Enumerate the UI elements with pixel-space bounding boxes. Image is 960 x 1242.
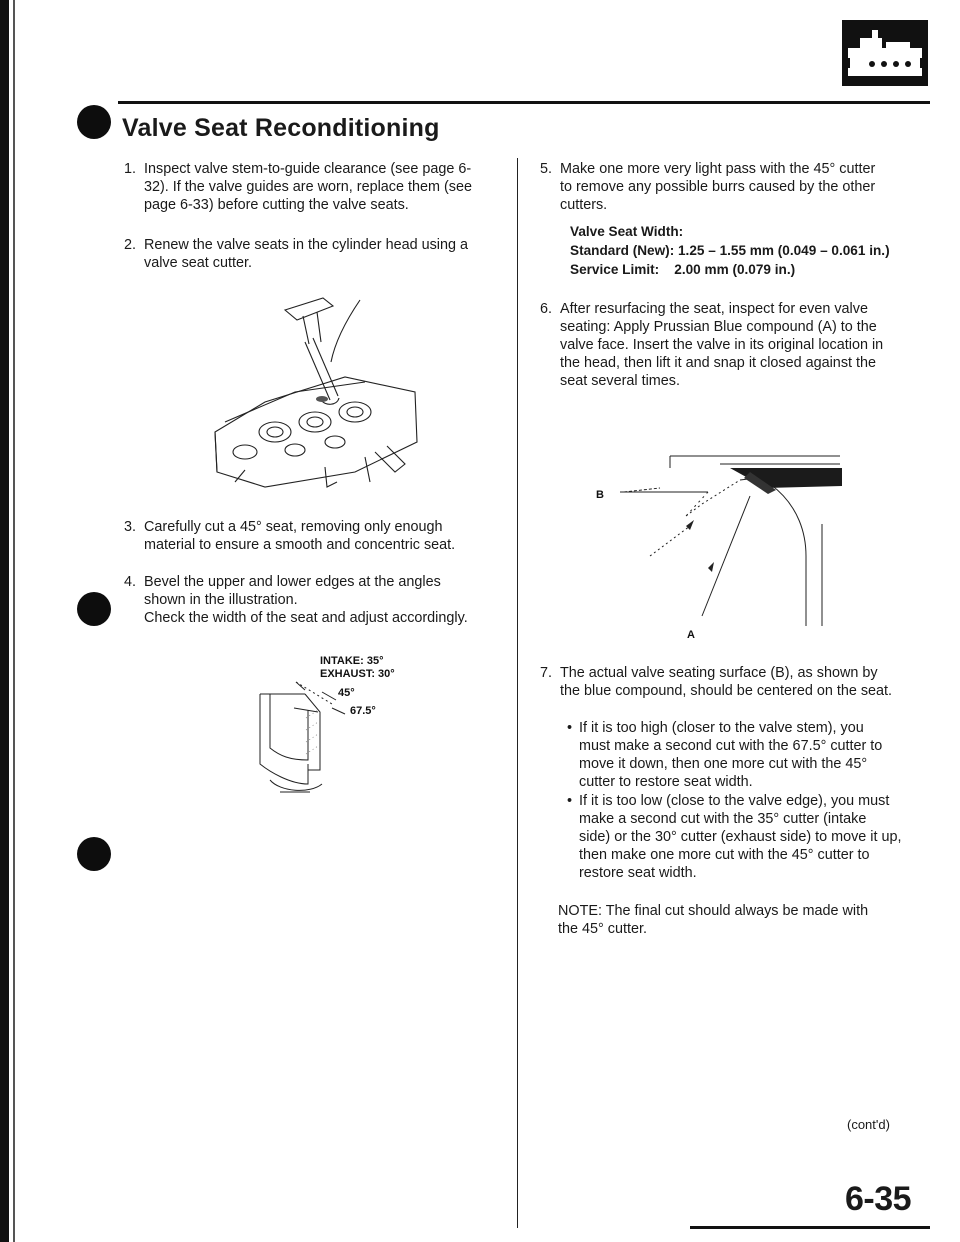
step-line: Make one more very light pass with the 45° cutter bbox=[560, 161, 876, 177]
bullet-line: make a second cut with the 35° cutter (intake bbox=[579, 811, 867, 827]
seat-angle-illustration bbox=[250, 652, 430, 814]
step-line: the head, then lift it and snap it closed against the bbox=[560, 355, 877, 371]
step-number: 1. bbox=[124, 161, 137, 177]
step-line: valve seat cutter. bbox=[144, 255, 252, 271]
intake-angle-label: INTAKE: 35° bbox=[320, 655, 384, 667]
bullet-too-high: • If it is too high (closer to the valve stem), you must make a second cut with the 67.5° cutter to move it down, then one more cut with the 45° cutter to restore seat width. bbox=[567, 720, 883, 790]
cylinder-head-illustration bbox=[205, 282, 430, 504]
bullet-line: side) or the 30° cutter (exhaust side) to move it up, bbox=[579, 829, 902, 845]
binding-edge-line bbox=[13, 0, 15, 1242]
step-line: material to ensure a smooth and concentric seat. bbox=[144, 537, 456, 553]
step-number: 6. bbox=[540, 301, 553, 317]
label-b: B bbox=[596, 489, 604, 501]
step-3 bbox=[124, 518, 504, 558]
spec-service-limit: Service Limit: 2.00 mm (0.079 in.) bbox=[570, 262, 796, 277]
step-4 bbox=[124, 573, 514, 631]
label-a: A bbox=[687, 629, 695, 641]
step-line: shown in the illustration. bbox=[144, 592, 298, 608]
title-rule bbox=[118, 101, 930, 104]
step-line: The actual valve seating surface (B), as shown by bbox=[560, 665, 878, 681]
bullet-line: If it is too low (close to the valve edge), you must bbox=[579, 793, 890, 809]
step-2 bbox=[124, 236, 504, 276]
punch-hole-bottom bbox=[77, 837, 111, 871]
step-line: 32). If the valve guides are worn, replace them (see bbox=[144, 179, 472, 195]
bullet-too-low: • If it is too low (close to the valve edge), you must make a second cut with the 35° cutter (intake side) or the 30° cutter (exhaust side) to move it up, then make one more cut with the 45° cutter to restore seat width. bbox=[567, 793, 902, 881]
page-number: 6-35 bbox=[845, 1180, 912, 1218]
bullet-line: must make a second cut with the 67.5° cutter to bbox=[579, 738, 883, 754]
step-6 bbox=[540, 300, 930, 392]
step-number: 7. bbox=[540, 665, 553, 681]
step-line: After resurfacing the seat, inspect for even valve bbox=[560, 301, 868, 317]
footer-rule bbox=[690, 1226, 930, 1229]
page-title: Valve Seat Reconditioning bbox=[122, 114, 440, 142]
step-line: seating: Apply Prussian Blue compound (A) to the bbox=[560, 319, 877, 335]
step-number: 5. bbox=[540, 161, 553, 177]
bullet-line: move it down, then one more cut with the 45° bbox=[579, 756, 868, 772]
step-line: valve face. Insert the valve in its original location in bbox=[560, 337, 884, 353]
bullet-line: then make one more cut with the 45° cutter to bbox=[579, 847, 870, 863]
angle-45-label: 45° bbox=[338, 687, 355, 699]
exhaust-angle-label: EXHAUST: 30° bbox=[320, 668, 395, 680]
bullet-line: If it is too high (closer to the valve stem), you bbox=[579, 720, 864, 736]
spec-title: Valve Seat Width: bbox=[570, 224, 684, 239]
valve-seat-width-spec bbox=[570, 222, 940, 279]
spec-standard: Standard (New): 1.25 – 1.55 mm (0.049 – 0.061 in.) bbox=[570, 243, 890, 258]
step-number: 2. bbox=[124, 237, 137, 253]
binding-edge bbox=[0, 0, 9, 1242]
step-line: Carefully cut a 45° seat, removing only enough bbox=[144, 519, 443, 535]
valve-seating-illustration bbox=[590, 416, 850, 656]
note-line: the 45° cutter. bbox=[558, 921, 647, 937]
step-number: 3. bbox=[124, 519, 137, 535]
step-line: Bevel the upper and lower edges at the angles bbox=[144, 574, 441, 590]
note-line: NOTE: The final cut should always be made with bbox=[558, 903, 869, 919]
step-number: 4. bbox=[124, 574, 137, 590]
step-line: to remove any possible burrs caused by the other bbox=[560, 179, 876, 195]
punch-hole-middle bbox=[77, 592, 111, 626]
continued-label: (cont'd) bbox=[847, 1117, 890, 1132]
step-line: Renew the valve seats in the cylinder head using a bbox=[144, 237, 468, 253]
column-divider bbox=[517, 158, 518, 1228]
step-line: the blue compound, should be centered on the seat. bbox=[560, 683, 893, 699]
step-line: Check the width of the seat and adjust accordingly. bbox=[144, 610, 468, 626]
step-1 bbox=[124, 160, 504, 216]
step-line: cutters. bbox=[560, 197, 608, 213]
bullet-line: cutter to restore seat width. bbox=[579, 774, 753, 790]
step-line: page 6-33) before cutting the valve seats. bbox=[144, 197, 409, 213]
engine-section-icon bbox=[842, 20, 928, 86]
step-5 bbox=[540, 160, 920, 216]
step-line: Inspect valve stem-to-guide clearance (see page 6- bbox=[144, 161, 472, 177]
note bbox=[558, 902, 938, 942]
angle-675-label: 67.5° bbox=[350, 705, 376, 717]
bullet-line: restore seat width. bbox=[579, 865, 697, 881]
step-line: seat several times. bbox=[560, 373, 680, 389]
step-7 bbox=[540, 664, 930, 704]
punch-hole-top bbox=[77, 105, 111, 139]
